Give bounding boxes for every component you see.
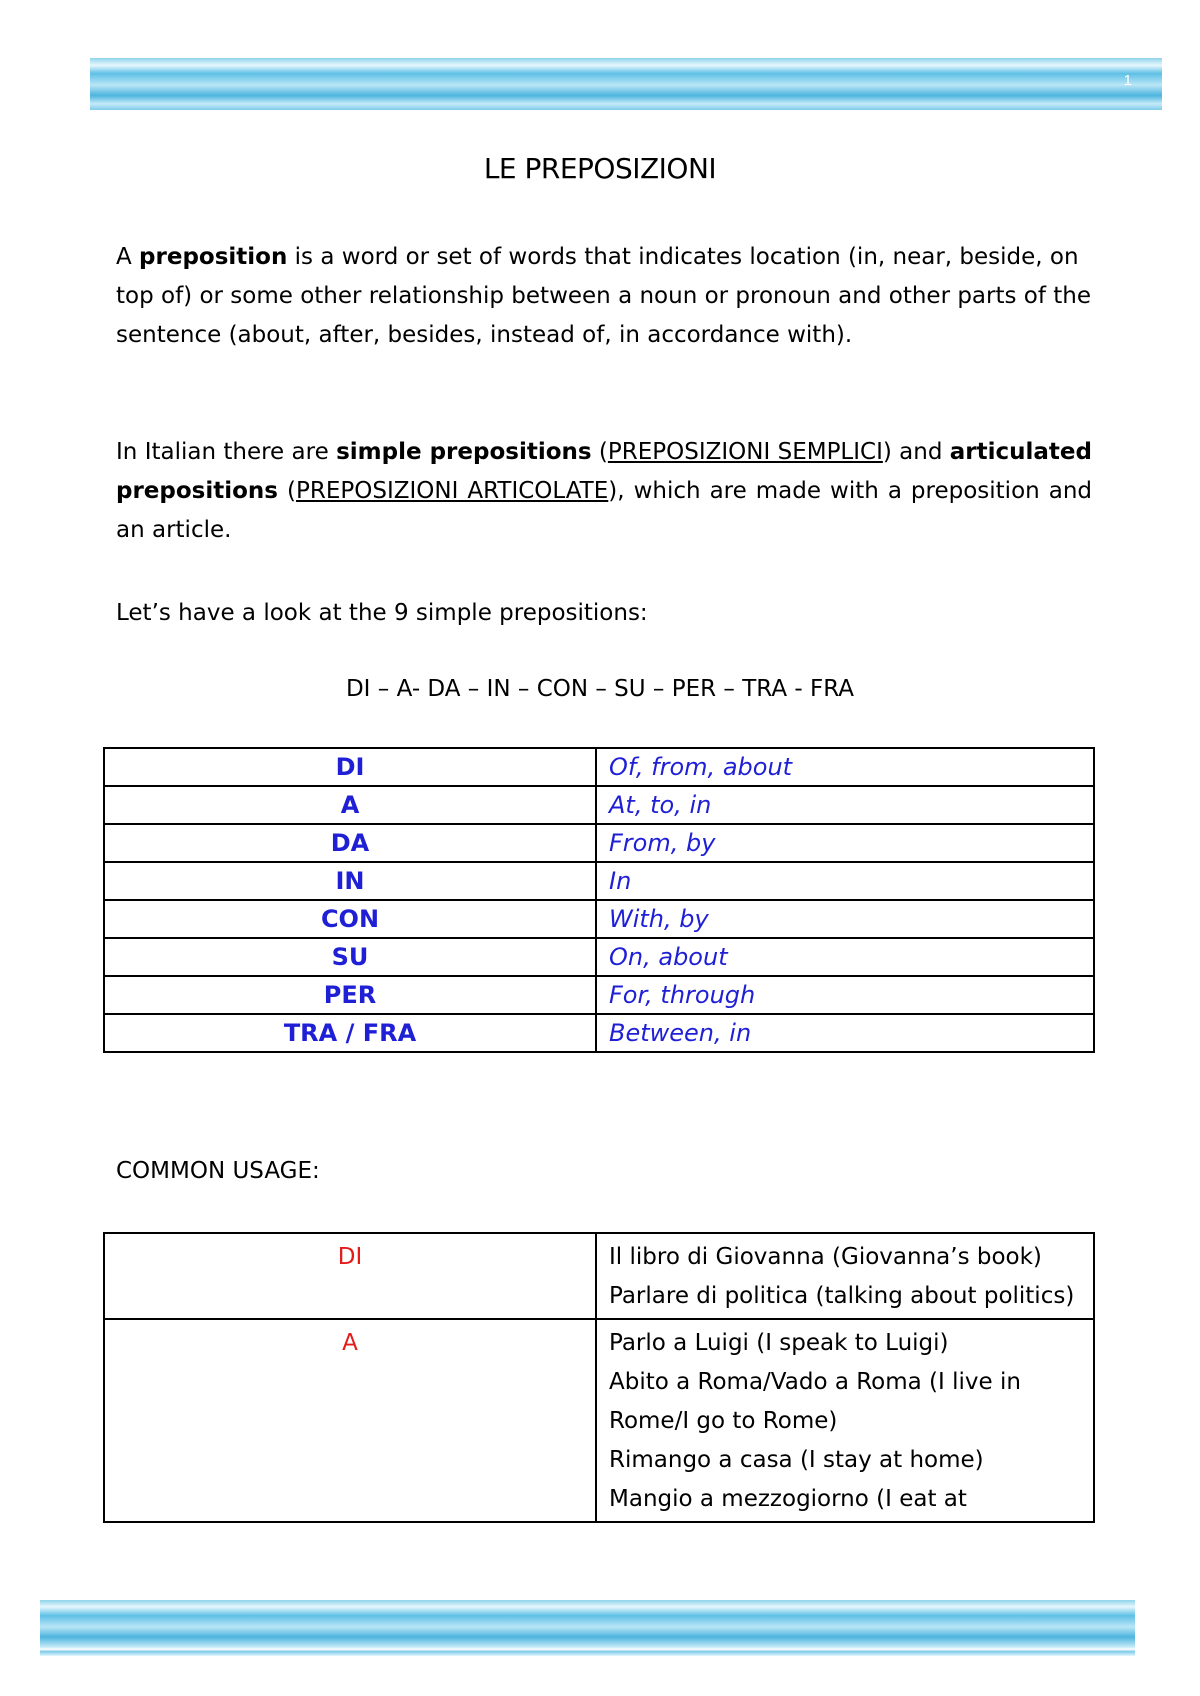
usage-example: Il libro di Giovanna (Giovanna’s book) [609,1244,1042,1270]
header-banner [90,58,1162,110]
preposition-cell: IN [104,862,596,900]
preposition-cell: DI [104,748,596,786]
usage-example: Parlare di politica (talking about politics) [609,1283,1075,1309]
articulated-prepositions-term: articulated prepositions [116,439,1092,504]
intro-bold-term: preposition [139,244,288,270]
simple-prepositions-intro: Let’s have a look at the 9 simple prepositions: [116,600,648,626]
table-row [104,1233,1094,1319]
usage-preposition-cell: DI [104,1233,596,1319]
meaning-cell: Of, from, about [596,748,1094,786]
common-usage-heading: COMMON USAGE: [116,1158,320,1184]
types-paragraph [116,433,1092,550]
page-title: LE PREPOSIZIONI [483,152,717,185]
usage-example: Mangio a mezzogiorno (I eat at [609,1486,967,1512]
meaning-cell: Between, in [596,1014,1094,1052]
intro-paragraph [116,238,1092,355]
meaning-cell: On, about [596,938,1094,976]
footer-banner [40,1600,1135,1656]
meaning-cell: From, by [596,824,1094,862]
preposition-cell: A [104,786,596,824]
usage-examples-cell [596,1319,1094,1522]
types-text: ( [278,478,296,504]
types-text: ), which are made with a preposition and an article. [116,478,1093,543]
meaning-cell: In [596,862,1094,900]
table-row [104,938,1094,976]
page-number: 1 [1123,72,1132,89]
simple-prepositions-table [103,747,1095,1053]
table-row [104,1014,1094,1052]
usage-example: Abito a Roma/Vado a Roma (I live in Rome/I go to Rome) [609,1369,1021,1434]
meaning-cell: For, through [596,976,1094,1014]
table-row [104,862,1094,900]
preposition-cell: SU [104,938,596,976]
preposizioni-semplici-term: PREPOSIZIONI SEMPLICI [607,439,883,465]
table-row [104,900,1094,938]
preposition-cell: TRA / FRA [104,1014,596,1052]
simple-prepositions-term: simple prepositions [336,439,592,465]
prepositions-list-line: DI – A- DA – IN – CON – SU – PER – TRA - FRA [345,676,855,702]
usage-preposition-cell: A [104,1319,596,1522]
types-text: In Italian there are [116,439,337,465]
table-row [104,976,1094,1014]
preposition-cell: PER [104,976,596,1014]
preposizioni-articolate-term: PREPOSIZIONI ARTICOLATE [295,478,609,504]
table-row [104,1319,1094,1522]
preposition-cell: DA [104,824,596,862]
intro-text: A [116,244,140,270]
common-usage-table [103,1232,1095,1523]
meaning-cell: At, to, in [596,786,1094,824]
table-row [104,824,1094,862]
table-row [104,748,1094,786]
preposition-cell: CON [104,900,596,938]
meaning-cell: With, by [596,900,1094,938]
usage-example: Rimango a casa (I stay at home) [609,1447,984,1473]
usage-example: Parlo a Luigi (I speak to Luigi) [609,1330,949,1356]
intro-text: is a word or set of words that indicates location (in, near, beside, on top of) or some other relationship between a noun or pronoun and other parts of the sentence (about, after, besides, instead of, in accordance with). [116,244,1092,348]
types-text: ( [591,439,608,465]
usage-examples-cell [596,1233,1094,1319]
types-text: ) and [882,439,950,465]
table-row [104,786,1094,824]
